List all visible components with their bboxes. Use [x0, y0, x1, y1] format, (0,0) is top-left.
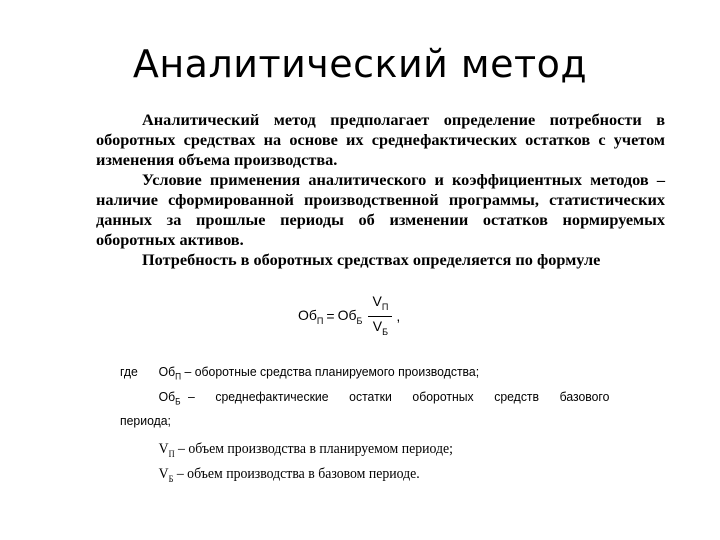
slide-title: Аналитический метод	[132, 42, 588, 86]
legend-row	[159, 439, 571, 464]
formula-lhs: $Об_П$	[298, 306, 324, 326]
legend-where: где	[120, 364, 138, 379]
legend-symbol: $Об_П$	[158, 364, 182, 382]
fraction-denominator: $V_Б$	[372, 317, 389, 337]
paragraph-3: Потребность в оборотных средствах определяется по формуле	[142, 250, 601, 269]
formula-rhs: $Об_Б$	[337, 306, 363, 326]
legend-text: – объем производства в планируемом периоде;	[178, 441, 453, 458]
fraction-numerator: $V_П$	[372, 293, 389, 312]
legend-text: – среднефактические остатки оборотных средств базового	[187, 388, 610, 404]
paragraph-1: Аналитический метод предполагает определение потребности в оборотных средствах на основе их среднефактических остатков с учетом изменения объема производства.	[96, 110, 665, 169]
legend-row	[120, 362, 571, 387]
formula-trailing-comma: ,	[396, 308, 401, 325]
formula-legend	[120, 362, 610, 489]
formula	[298, 293, 400, 340]
paragraph-2: Условие применения аналитического и коэффициентных методов – наличие сформированной производственной программы, статистических данных за прошлые периоды об изменении остатков нормируемых оборотных активов.	[96, 170, 665, 249]
body-text	[96, 110, 665, 270]
legend-symbol: $V_П$	[158, 441, 175, 460]
formula-equals: =	[326, 308, 335, 325]
legend-row	[159, 387, 610, 412]
legend-text: – оборотные средства планируемого производства;	[184, 364, 480, 379]
legend-symbol: $Об_Б$	[158, 388, 181, 407]
legend-row-continued: периода;	[120, 413, 171, 429]
formula-fraction	[368, 293, 392, 340]
legend-symbol: $V_Б$	[158, 466, 174, 485]
fraction-line	[368, 316, 392, 317]
legend-text: – объем производства в базовом периоде.	[176, 466, 420, 483]
legend-row	[159, 464, 571, 489]
